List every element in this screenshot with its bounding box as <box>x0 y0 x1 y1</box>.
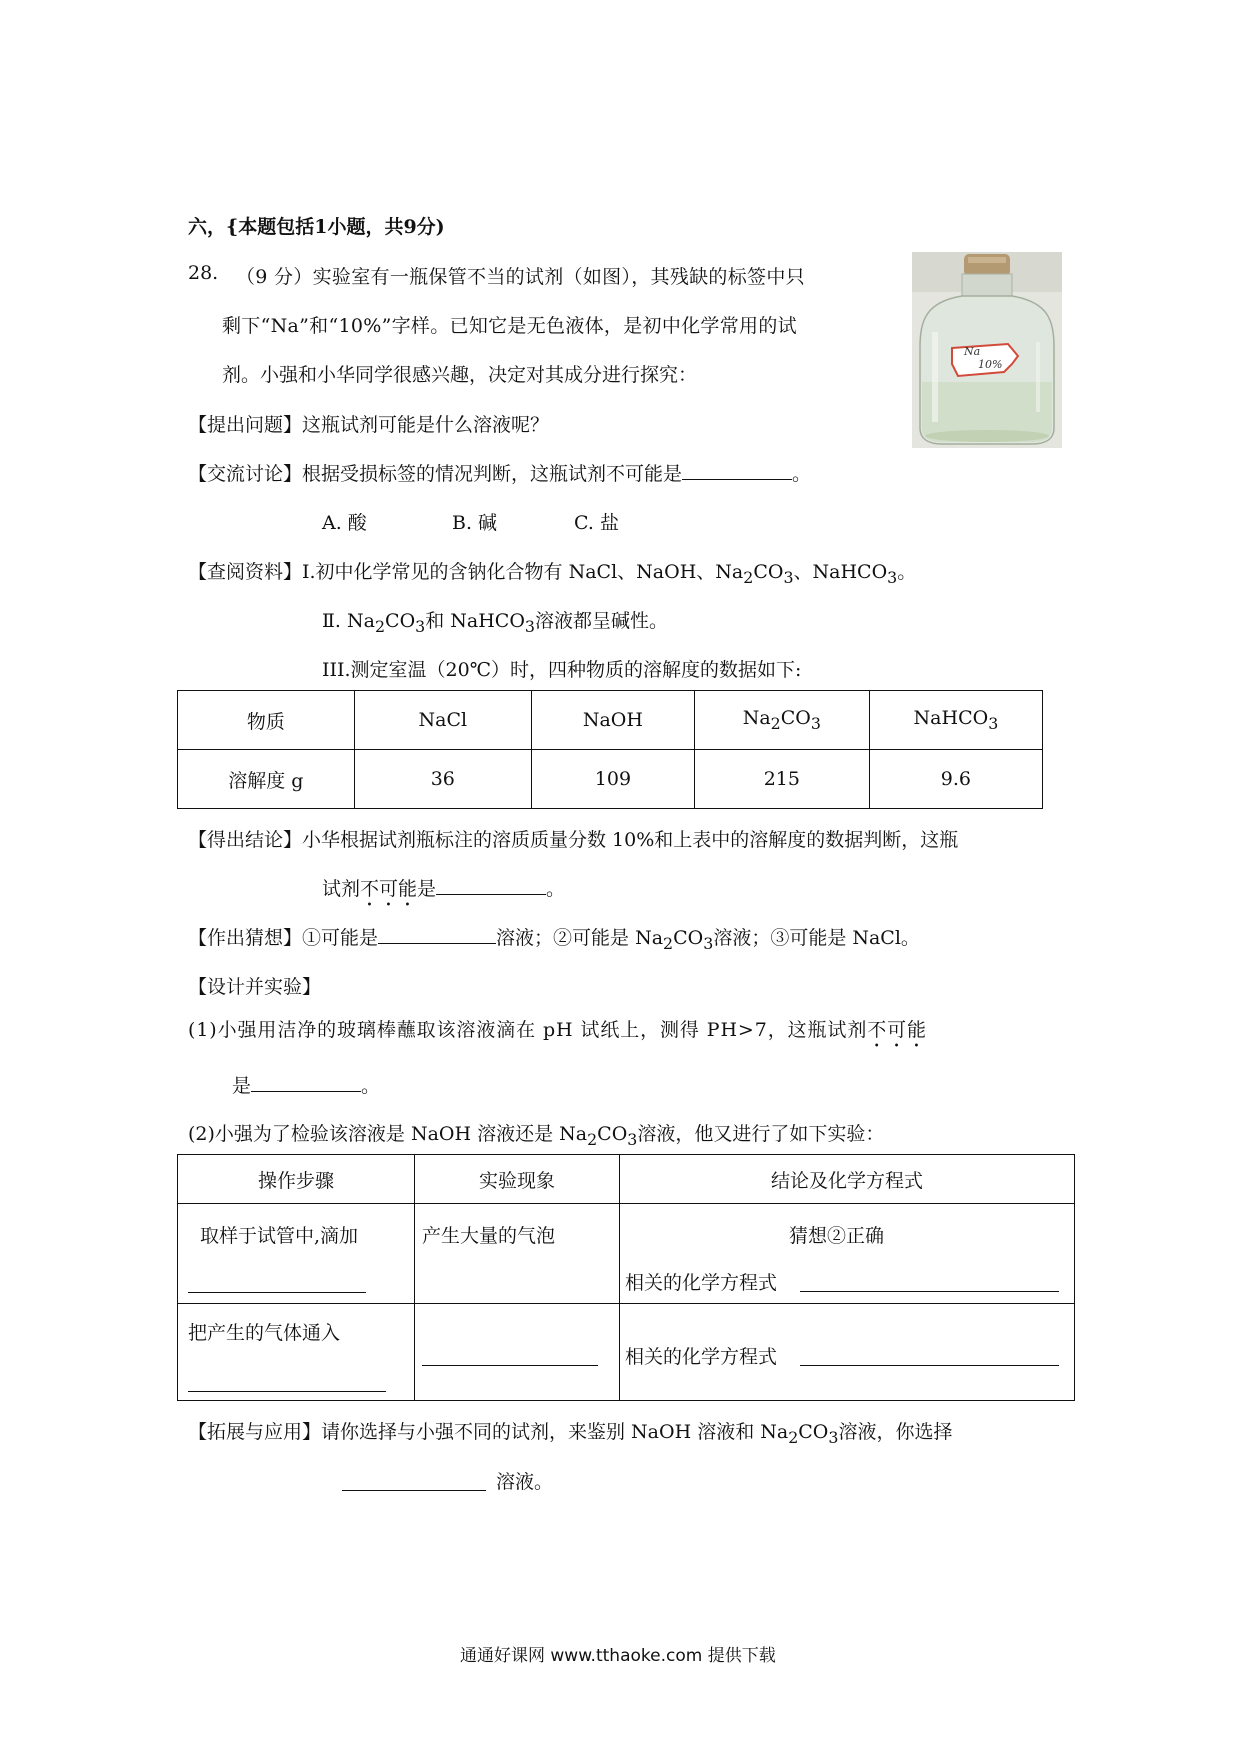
solubility-value-nacl: 36 <box>354 750 531 809</box>
extend-line-1 <box>188 1417 952 1447</box>
discussion <box>188 459 811 486</box>
experiment-r1-step-text: 取样于试管中,滴加 <box>200 1225 359 1247</box>
experiment-header-steps: 操作步骤 <box>178 1155 415 1204</box>
conclusion-line-2 <box>322 874 565 911</box>
experiment-r1-phenomenon-text: 产生大量的气泡 <box>422 1225 556 1247</box>
discussion-tag: 【交流讨论】 <box>188 463 303 485</box>
bottle-label-text-1: Na <box>964 345 981 358</box>
experiment-r1-step-blank[interactable] <box>188 1292 366 1293</box>
sub: 2 <box>663 933 674 953</box>
step-2 <box>188 1119 884 1149</box>
refs-item-2-mid2: 和 NaHCO <box>425 610 525 632</box>
ask-question <box>188 410 549 437</box>
conclusion-text-2b: 是 <box>417 878 437 900</box>
option-b: B. 碱 <box>452 512 498 534</box>
extend-text-1: 请你选择与小强不同的试剂，来鉴别 NaOH 溶液和 Na <box>321 1421 789 1443</box>
sub: 3 <box>524 616 535 636</box>
refs-item-3: III.测定室温（20℃）时，四种物质的溶解度的数据如下: <box>322 659 802 681</box>
experiment-r1-step <box>178 1204 415 1304</box>
solubility-value-naoh: 109 <box>531 750 694 809</box>
question-number: 28. <box>188 262 219 284</box>
experiment-r1-conclusion-title: 猜想②正确 <box>789 1225 885 1247</box>
conclusion-tag: 【得出结论】 <box>188 829 303 851</box>
solubility-header-nacl: NaCl <box>354 691 531 750</box>
solubility-value-row <box>178 750 1043 809</box>
refs-tag: 【查阅资料】 <box>188 561 303 583</box>
discussion-end: 。 <box>792 463 812 485</box>
section-title: 六，{本题包括1小题，共9分) <box>188 216 445 238</box>
ask-tag: 【提出问题】 <box>188 414 303 436</box>
experiment-r2-equation-blank[interactable] <box>800 1365 1059 1366</box>
step-2-text-3: 溶液，他又进行了如下实验： <box>637 1123 885 1145</box>
experiment-r2-step-blank[interactable] <box>188 1391 386 1392</box>
experiment-header-phenomenon: 实验现象 <box>415 1155 620 1204</box>
sub: 2 <box>587 1129 598 1149</box>
formula-part: NaHCO <box>913 707 989 730</box>
step-1-text: (1)小强用洁净的玻璃棒蘸取该溶液滴在 pH 试纸上，测得 PH>7，这瓶试剂 <box>188 1019 868 1041</box>
solubility-value-nahco3: 9.6 <box>869 750 1042 809</box>
sub: 3 <box>703 933 714 953</box>
experiment-r1-equation-label: 相关的化学方程式 <box>625 1272 778 1294</box>
extend-tag: 【拓展与应用】 <box>188 1421 322 1443</box>
step-1-end: 。 <box>361 1075 381 1097</box>
extend-text-2: CO <box>798 1421 829 1443</box>
step-1-line-1 <box>188 1015 927 1052</box>
guess-text-1: ①可能是 <box>302 927 379 949</box>
experiment-r2-phenomenon-blank[interactable] <box>422 1365 598 1366</box>
extend-text-3: 溶液，你选择 <box>838 1421 953 1443</box>
sub: 3 <box>887 567 898 587</box>
discussion-text: 根据受损标签的情况判断，这瓶试剂不可能是 <box>302 463 683 485</box>
sub: 2 <box>770 713 781 733</box>
extend-answer-blank[interactable] <box>342 1490 486 1491</box>
step-2-text-2: CO <box>597 1123 628 1145</box>
question-line-3: 剂。小强和小华同学很感兴趣，决定对其成分进行探究： <box>222 364 698 386</box>
extend-line-2-end: 溶液。 <box>496 1471 554 1493</box>
guess-text-2: 溶液；②可能是 Na <box>496 927 664 949</box>
step-1-answer-blank[interactable] <box>251 1071 361 1092</box>
sub: 3 <box>783 567 794 587</box>
step-1-text-2: 是 <box>232 1075 252 1097</box>
solubility-row-label: 溶解度 g <box>178 750 355 809</box>
reagent-bottle-photo <box>912 252 1062 448</box>
bottle-label-text-2: 10% <box>978 358 1003 371</box>
solubility-table <box>177 690 1043 809</box>
design-tag: 【设计并实验】 <box>188 976 322 998</box>
experiment-header-conclusion: 结论及化学方程式 <box>620 1155 1075 1204</box>
conclusion-text-2a: 试剂 <box>322 878 361 900</box>
question-line-2: 剩下“Na”和“10%”字样。已知它是无色液体，是初中化学常用的试 <box>222 315 797 337</box>
solubility-header-naoh: NaOH <box>531 691 694 750</box>
sub: 2 <box>374 616 386 636</box>
option-a: A. 酸 <box>322 512 367 534</box>
solubility-header-row <box>178 691 1043 750</box>
sub: 2 <box>743 567 754 587</box>
conclusion-text: 小华根据试剂瓶标注的溶质质量分数 10%和上表中的溶解度的数据判断，这瓶 <box>302 829 959 851</box>
step-1-emphasis: 不可能 <box>867 1019 927 1041</box>
discussion-answer-blank[interactable] <box>682 459 792 480</box>
solubility-header-label: 物质 <box>178 691 355 750</box>
solubility-header-nahco3 <box>869 691 1042 750</box>
step-2-text-1: (2)小强为了检验该溶液是 NaOH 溶液还是 Na <box>188 1123 588 1145</box>
guess-answer-blank[interactable] <box>378 923 496 944</box>
conclusion-answer-blank[interactable] <box>436 874 546 895</box>
experiment-header-row <box>178 1155 1075 1204</box>
formula-part: Na <box>742 707 771 730</box>
solubility-value-na2co3: 215 <box>694 750 869 809</box>
refs-item-2 <box>322 606 668 636</box>
conclusion-emphasis: 不可能 <box>360 878 418 900</box>
ask-text: 这瓶试剂可能是什么溶液呢？ <box>302 414 550 436</box>
refs-item-1-mid: CO <box>753 561 784 583</box>
refs-item-1-end: 。 <box>897 561 917 583</box>
sub: 3 <box>988 713 999 733</box>
sub: 2 <box>788 1427 799 1447</box>
refs-item-1 <box>188 557 916 587</box>
experiment-r1-equation-blank[interactable] <box>800 1291 1059 1292</box>
formula-part: CO <box>780 707 811 730</box>
refs-item-2-end: 溶液都呈碱性。 <box>535 610 669 632</box>
bottle-illustration <box>912 252 1062 448</box>
guess-tag: 【作出猜想】 <box>188 927 303 949</box>
guess <box>188 923 920 953</box>
option-c: C. 盐 <box>574 512 619 534</box>
experiment-r2-equation-label: 相关的化学方程式 <box>625 1346 778 1368</box>
refs-item-2-text: Ⅱ. Na <box>322 610 375 632</box>
experiment-r1-phenomenon <box>415 1204 620 1304</box>
conclusion-line-1 <box>188 825 958 852</box>
question-line-1: （9 分）实验室有一瓶保管不当的试剂（如图），其残缺的标签中只 <box>236 266 805 288</box>
experiment-r2-step-text: 把产生的气体通入 <box>188 1322 341 1344</box>
refs-item-1-mid2: 、NaHCO <box>793 561 888 583</box>
refs-item-2-mid: CO <box>385 610 416 632</box>
experiment-r2-phenomenon <box>415 1304 620 1401</box>
sub: 3 <box>810 713 821 733</box>
step-1-line-2 <box>232 1071 380 1098</box>
solubility-header-na2co3 <box>694 691 869 750</box>
refs-item-1-text: Ⅰ.初中化学常见的含钠化合物有 NaCl、NaOH、Na <box>302 561 744 583</box>
sub: 3 <box>627 1129 638 1149</box>
sub: 3 <box>415 616 426 636</box>
page-footer: 通通好课网 www.tthaoke.com 提供下载 <box>460 1646 776 1666</box>
guess-text-3: CO <box>673 927 704 949</box>
conclusion-end: 。 <box>546 878 566 900</box>
guess-text-4: 溶液；③可能是 NaCl。 <box>713 927 920 949</box>
sub: 3 <box>828 1427 839 1447</box>
